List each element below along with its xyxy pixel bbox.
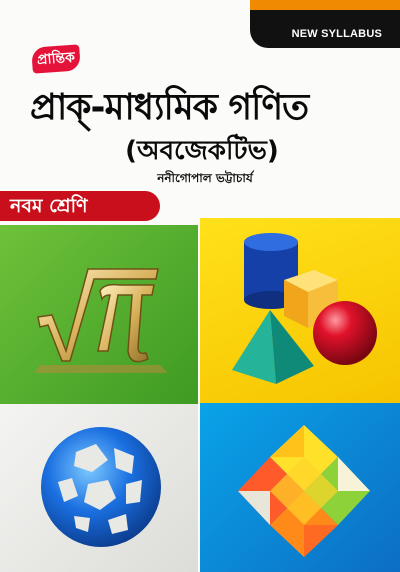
sphere-icon [310, 298, 380, 368]
yellow-panel [200, 218, 400, 403]
green-panel [0, 225, 198, 405]
origami-star-icon [234, 421, 374, 561]
book-title: প্রাক্-মাধ্যমিক গণিত [30, 87, 309, 128]
gray-panel [0, 404, 198, 572]
syllabus-badge: NEW SYLLABUS [291, 28, 382, 40]
publisher-logo: প্রান্তিক [31, 44, 81, 73]
syllabus-corner [250, 0, 400, 48]
sqrt-pi-icon [30, 255, 170, 375]
blue-panel [200, 403, 400, 572]
book-subtitle: (অবজেকটিভ) [125, 136, 279, 166]
pyramid-icon [228, 308, 318, 388]
class-label: নবম শ্রেণি [0, 191, 160, 221]
polyhedron-icon [36, 422, 166, 552]
corner-orange-band [250, 0, 400, 10]
author-name: ননীগোপাল ভট্টাচার্য [157, 171, 253, 185]
